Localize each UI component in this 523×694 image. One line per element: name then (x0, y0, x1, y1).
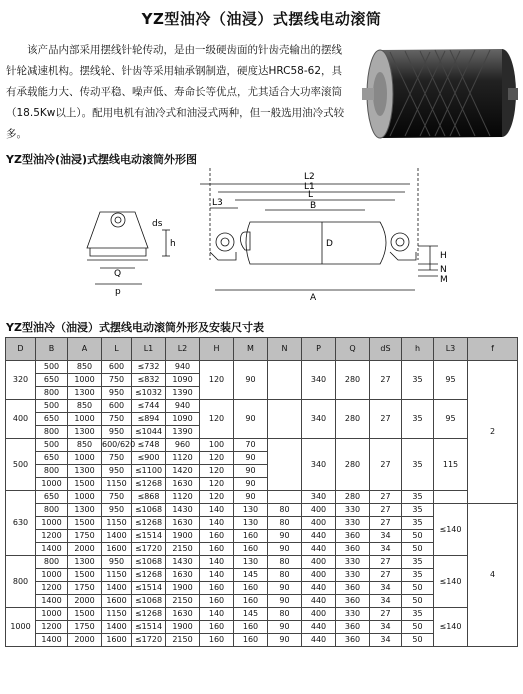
table-cell: 1000 (68, 452, 102, 465)
intro-text: 该产品内部采用摆线针轮传动，是由一级硬齿面的针齿壳输出的摆线针轮减速机构。摆线轮、针齿等采用轴承钢制造，硬度达HRC58-62，具有承载能力大、传动平稳、噪声低、寿命长等优点，尤其适合大功率滚筒（18.5Kw以上）。配用电机有油冷式和油浸式两种，但一般选用油冷式较多。 (6, 44, 345, 140)
table-cell: 1000 (36, 517, 68, 530)
table-cell: 1630 (166, 608, 200, 621)
table-cell: 90 (268, 621, 302, 634)
col-D: D (6, 338, 36, 361)
table-cell: 330 (336, 556, 370, 569)
table-cell: 1150 (102, 478, 132, 491)
table-cell: 1500 (68, 478, 102, 491)
table-heading: YZ型油冷（油浸）式摆线电动滚筒外形及安装尺寸表 (6, 321, 264, 334)
table-cell: 50 (402, 543, 434, 556)
table-row (6, 504, 518, 517)
cell-Q: 280 (336, 439, 370, 491)
table-row (6, 361, 518, 374)
cell-D: 800 (6, 556, 36, 608)
table-cell: 130 (234, 504, 268, 517)
table-cell: 650 (36, 452, 68, 465)
table-cell: 50 (402, 634, 434, 647)
table-cell: 50 (402, 530, 434, 543)
table-cell: 160 (200, 634, 234, 647)
table-cell: 90 (268, 582, 302, 595)
table-cell: 1300 (68, 465, 102, 478)
roller-photo (360, 38, 520, 146)
label-A: A (310, 293, 317, 303)
table-cell: 330 (336, 517, 370, 530)
table-cell: 160 (234, 595, 268, 608)
table-cell: 850 (68, 400, 102, 413)
table-cell: 950 (102, 387, 132, 400)
table-cell: ≤1514 (132, 530, 166, 543)
table-cell: 1750 (68, 530, 102, 543)
table-cell: 950 (102, 556, 132, 569)
label-L: L (308, 190, 314, 200)
cell-L3: 95 (434, 400, 468, 439)
cell-M: 90 (234, 400, 268, 439)
table-cell: 360 (336, 582, 370, 595)
table-cell (268, 491, 302, 504)
col-P: P (302, 338, 336, 361)
table-cell: 160 (234, 621, 268, 634)
cell-N (268, 439, 302, 491)
table-cell: 850 (68, 361, 102, 374)
table-cell: 1300 (68, 387, 102, 400)
table-cell: 330 (336, 504, 370, 517)
col-M: M (234, 338, 268, 361)
table-cell: 120 (200, 491, 234, 504)
table-cell: 1120 (166, 491, 200, 504)
table-cell: 1630 (166, 517, 200, 530)
table-cell: ≤1514 (132, 621, 166, 634)
table-cell: 130 (234, 556, 268, 569)
label-N: N (440, 265, 447, 275)
table-cell: 1400 (102, 582, 132, 595)
cell-L3: ≤140 (434, 608, 468, 647)
cell-N (268, 400, 302, 439)
table-cell: 360 (336, 634, 370, 647)
table-cell: 2150 (166, 595, 200, 608)
table-cell: 130 (234, 517, 268, 530)
table-cell: 90 (268, 543, 302, 556)
col-A: A (68, 338, 102, 361)
table-cell: 800 (36, 387, 68, 400)
cell-D: 320 (6, 361, 36, 400)
table-cell: ≤1268 (132, 517, 166, 530)
table-cell: 940 (166, 361, 200, 374)
table-cell: 1500 (68, 517, 102, 530)
table-cell: 1000 (36, 608, 68, 621)
col-N: N (268, 338, 302, 361)
cell-L3: 115 (434, 439, 468, 491)
table-cell: ≤1100 (132, 465, 166, 478)
table-cell: 1150 (102, 569, 132, 582)
table-cell: 27 (370, 504, 402, 517)
table-cell: 1390 (166, 387, 200, 400)
table-cell: 90 (268, 530, 302, 543)
dimension-drawing (60, 160, 490, 310)
table-cell: 1200 (36, 530, 68, 543)
col-H: H (200, 338, 234, 361)
cell-L3: ≤140 (434, 504, 468, 556)
table-cell: ≤1032 (132, 387, 166, 400)
table-cell: ≤868 (132, 491, 166, 504)
table-cell: 50 (402, 595, 434, 608)
table-cell: 500 (36, 361, 68, 374)
table-cell: ≤1720 (132, 634, 166, 647)
table-cell: 1750 (68, 621, 102, 634)
table-cell: 950 (102, 504, 132, 517)
col-Q: Q (336, 338, 370, 361)
table-cell: 1300 (68, 556, 102, 569)
table-cell: 160 (234, 634, 268, 647)
table-cell: 1200 (36, 582, 68, 595)
table-cell: 1000 (36, 569, 68, 582)
table-cell: 1630 (166, 569, 200, 582)
table-cell: 1300 (68, 504, 102, 517)
table-cell: 1090 (166, 413, 200, 426)
table-cell: ≤1068 (132, 556, 166, 569)
label-H: H (440, 251, 447, 261)
table-cell: 160 (234, 543, 268, 556)
cell-L3: 95 (434, 361, 468, 400)
label-D: D (326, 239, 333, 249)
table-cell: 750 (102, 452, 132, 465)
table-cell: ≤832 (132, 374, 166, 387)
table-cell: 400 (302, 556, 336, 569)
table-cell: 440 (302, 530, 336, 543)
table-cell: 360 (336, 543, 370, 556)
table-cell: 440 (302, 634, 336, 647)
table-cell: 600/620 (102, 439, 132, 452)
cell-D: 500 (6, 439, 36, 491)
table-cell: 1750 (68, 582, 102, 595)
cell-H: 120 (200, 452, 234, 465)
table-cell: 160 (200, 595, 234, 608)
table-cell: ≤900 (132, 452, 166, 465)
cell-Q: 280 (336, 400, 370, 439)
table-body (6, 361, 518, 647)
table-cell: 34 (370, 530, 402, 543)
table-header-row (6, 338, 518, 361)
table-cell: 80 (268, 517, 302, 530)
cell-D: 630 (6, 491, 36, 556)
label-Q: Q (114, 269, 122, 279)
cell-dS: 27 (370, 400, 402, 439)
table-cell: 1600 (102, 595, 132, 608)
table-cell: ≤1068 (132, 504, 166, 517)
table-row (6, 608, 518, 621)
col-L1: L1 (132, 338, 166, 361)
table-cell: 27 (370, 569, 402, 582)
cell-D: 400 (6, 400, 36, 439)
table-cell: 1900 (166, 530, 200, 543)
col-L: L (102, 338, 132, 361)
table-cell: ≤894 (132, 413, 166, 426)
table-cell: 1500 (68, 569, 102, 582)
table-cell: 750 (102, 374, 132, 387)
table-cell: 27 (370, 608, 402, 621)
cell-dS: 27 (370, 439, 402, 491)
table-cell: 1630 (166, 478, 200, 491)
cell-H: 120 (200, 465, 234, 478)
table-cell: 140 (200, 504, 234, 517)
table-cell: 750 (102, 413, 132, 426)
cell-N (268, 361, 302, 400)
table-cell: 50 (402, 582, 434, 595)
table-cell: 1900 (166, 582, 200, 595)
table-cell: 35 (402, 491, 434, 504)
table-cell: 160 (200, 582, 234, 595)
table-cell: 400 (302, 517, 336, 530)
col-L2: L2 (166, 338, 200, 361)
cell-H: 120 (200, 361, 234, 400)
table-cell: 340 (302, 491, 336, 504)
cell-H: 120 (200, 478, 234, 491)
table-cell: 2150 (166, 634, 200, 647)
table-cell: 1400 (102, 621, 132, 634)
table-cell: 1090 (166, 374, 200, 387)
cell-L3 (434, 491, 468, 504)
table-cell: 90 (268, 595, 302, 608)
label-h: h (170, 239, 176, 249)
table-cell: 650 (36, 413, 68, 426)
table-cell: 1400 (36, 595, 68, 608)
table-cell: 1000 (36, 478, 68, 491)
cell-D: 1000 (6, 608, 36, 647)
table-cell: 27 (370, 491, 402, 504)
cell-h: 35 (402, 361, 434, 400)
table-cell: 650 (36, 491, 68, 504)
table-cell: 160 (200, 543, 234, 556)
table-cell: ≤1268 (132, 569, 166, 582)
table-row (6, 400, 518, 413)
cell-H: 100 (200, 439, 234, 452)
cell-M: 90 (234, 478, 268, 491)
table-cell: 330 (336, 608, 370, 621)
table-cell: 1390 (166, 426, 200, 439)
table-cell: 1500 (68, 608, 102, 621)
cell-P: 340 (302, 361, 336, 400)
table-cell: 2000 (68, 595, 102, 608)
table-cell: 1400 (36, 634, 68, 647)
table-cell: 360 (336, 595, 370, 608)
table-cell: 500 (36, 439, 68, 452)
table-cell: 1420 (166, 465, 200, 478)
table-cell: 35 (402, 517, 434, 530)
cell-M: 90 (234, 452, 268, 465)
table-cell: 160 (234, 530, 268, 543)
label-L2: L2 (304, 172, 315, 182)
table-cell: 35 (402, 556, 434, 569)
table-cell: 800 (36, 426, 68, 439)
table-cell: 940 (166, 400, 200, 413)
table-cell: 80 (268, 504, 302, 517)
table-cell: 140 (200, 556, 234, 569)
table-cell: 1400 (102, 530, 132, 543)
label-L1: L1 (304, 182, 315, 192)
table-cell: 1000 (68, 491, 102, 504)
table-cell: 950 (102, 465, 132, 478)
table-cell: 1430 (166, 556, 200, 569)
cell-Q: 280 (336, 361, 370, 400)
table-cell: 1600 (102, 543, 132, 556)
table-cell: 90 (268, 634, 302, 647)
table-cell: 360 (336, 621, 370, 634)
table-cell: 1200 (36, 621, 68, 634)
table-cell: 1150 (102, 608, 132, 621)
table-cell: 1150 (102, 517, 132, 530)
table-cell: 145 (234, 608, 268, 621)
table-cell: 35 (402, 569, 434, 582)
table-cell: 960 (166, 439, 200, 452)
col-dS: dS (370, 338, 402, 361)
table-cell: 440 (302, 595, 336, 608)
table-cell: 140 (200, 608, 234, 621)
label-B: B (310, 201, 317, 211)
dimension-table (5, 337, 518, 647)
col-L3: L3 (434, 338, 468, 361)
table-cell: 1600 (102, 634, 132, 647)
table-cell: 1000 (68, 374, 102, 387)
label-M: M (440, 275, 448, 285)
table-cell: 400 (302, 504, 336, 517)
table-cell: 800 (36, 556, 68, 569)
table-cell: 360 (336, 530, 370, 543)
col-f: f (468, 338, 518, 361)
table-cell: 650 (36, 374, 68, 387)
table-cell: ≤1268 (132, 478, 166, 491)
table-cell: 600 (102, 400, 132, 413)
table-cell: 90 (234, 491, 268, 504)
cell-M: 70 (234, 439, 268, 452)
table-cell: 140 (200, 517, 234, 530)
table-row (6, 556, 518, 569)
table-cell: 400 (302, 608, 336, 621)
table-cell: ≤744 (132, 400, 166, 413)
table-cell: 600 (102, 361, 132, 374)
page-title: YZ型油冷（油浸）式摆线电动滚筒 (141, 10, 382, 28)
col-B: B (36, 338, 68, 361)
table-cell: 850 (68, 439, 102, 452)
cell-h: 35 (402, 400, 434, 439)
table-cell: 2000 (68, 634, 102, 647)
table-cell: 750 (102, 491, 132, 504)
table-cell: ≤1720 (132, 543, 166, 556)
table-cell: 50 (402, 621, 434, 634)
table-cell: 1300 (68, 426, 102, 439)
table-cell: 160 (234, 582, 268, 595)
table-cell: ≤1514 (132, 582, 166, 595)
cell-M: 90 (234, 465, 268, 478)
table-cell: 2000 (68, 543, 102, 556)
table-cell: 280 (336, 491, 370, 504)
table-cell: 950 (102, 426, 132, 439)
cell-f: 4 (468, 504, 518, 647)
table-cell: ≤1268 (132, 608, 166, 621)
col-h: h (402, 338, 434, 361)
table-cell: 440 (302, 582, 336, 595)
table-cell: 440 (302, 543, 336, 556)
table-cell: 1900 (166, 621, 200, 634)
table-cell: 140 (200, 569, 234, 582)
cell-h: 35 (402, 439, 434, 491)
table-cell: 145 (234, 569, 268, 582)
table-cell: 160 (200, 530, 234, 543)
table-cell: 800 (36, 465, 68, 478)
drawing-heading: YZ型油冷(油浸)式摆线电动滚筒外形图 (6, 153, 197, 166)
label-L3: L3 (212, 198, 223, 208)
cell-M: 90 (234, 361, 268, 400)
table-cell: 34 (370, 595, 402, 608)
table-cell: 400 (302, 569, 336, 582)
label-p: p (115, 287, 121, 297)
table-cell: 2150 (166, 543, 200, 556)
cell-dS: 27 (370, 361, 402, 400)
table-cell: 1430 (166, 504, 200, 517)
table-row (6, 491, 518, 504)
table-cell: 800 (36, 504, 68, 517)
table-cell: 1000 (68, 413, 102, 426)
cell-f: 2 (468, 361, 518, 504)
table-cell: 1400 (36, 543, 68, 556)
table-cell: ≤748 (132, 439, 166, 452)
label-ds: ds (152, 219, 163, 229)
table-cell: 500 (36, 400, 68, 413)
table-cell: 27 (370, 517, 402, 530)
cell-P: 340 (302, 400, 336, 439)
table-cell: 160 (200, 621, 234, 634)
table-cell: ≤1044 (132, 426, 166, 439)
table-cell: 80 (268, 608, 302, 621)
cell-P: 340 (302, 439, 336, 491)
table-cell: 34 (370, 543, 402, 556)
table-cell: 80 (268, 556, 302, 569)
table-cell: 27 (370, 556, 402, 569)
table-cell: 35 (402, 504, 434, 517)
table-row (6, 439, 518, 452)
table-cell: 34 (370, 634, 402, 647)
table-cell: 34 (370, 621, 402, 634)
table-cell: 80 (268, 569, 302, 582)
cell-H: 120 (200, 400, 234, 439)
table-cell: 1120 (166, 452, 200, 465)
table-cell: 35 (402, 608, 434, 621)
table-cell: ≤732 (132, 361, 166, 374)
table-cell: ≤1068 (132, 595, 166, 608)
table-cell: 440 (302, 621, 336, 634)
table-cell: 34 (370, 582, 402, 595)
table-cell: 330 (336, 569, 370, 582)
cell-L3: ≤140 (434, 556, 468, 608)
